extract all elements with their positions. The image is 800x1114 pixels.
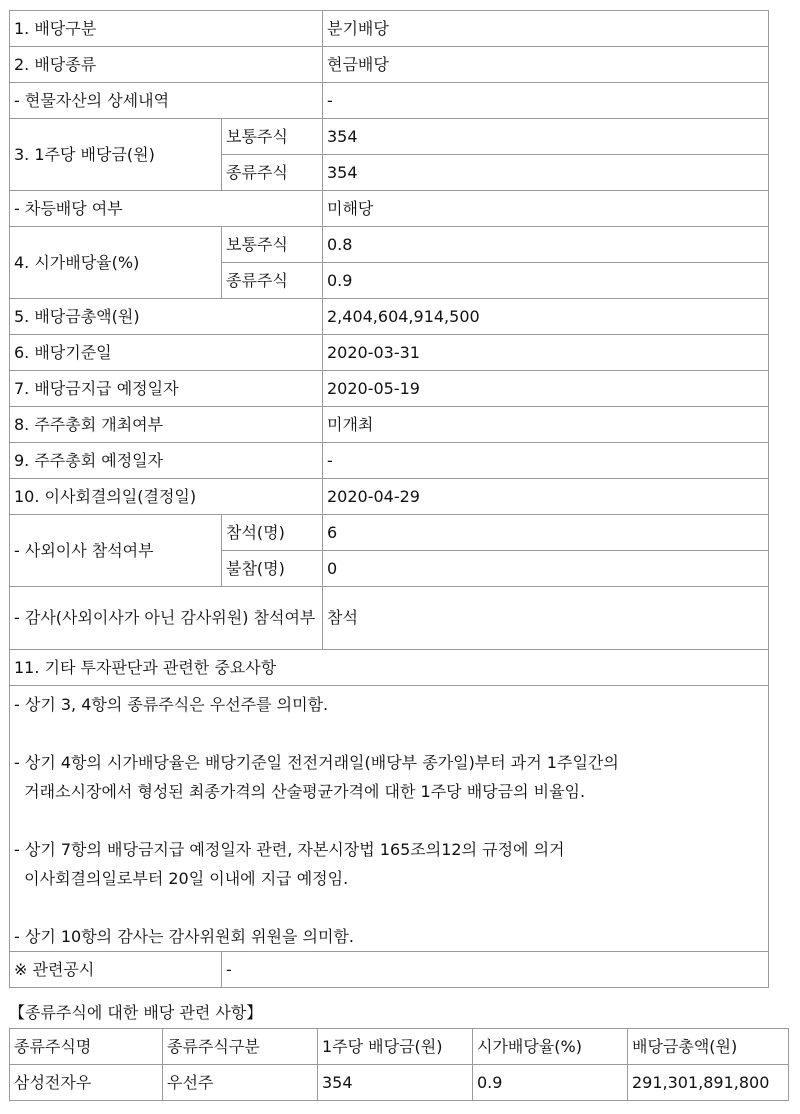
row-value: 미해당 (323, 191, 769, 227)
row-value: 2,404,604,914,500 (323, 299, 769, 335)
row-label: ※ 관련공시 (10, 952, 222, 988)
table-row (10, 515, 769, 551)
column-header: 1주당 배당금(원) (318, 1029, 473, 1065)
row-label: 8. 주주총회 개최여부 (10, 407, 323, 443)
table-row (10, 587, 769, 650)
table-cell: 삼성전자우 (10, 1065, 163, 1101)
row-value: 2020-03-31 (323, 335, 769, 371)
row-label: - 차등배당 여부 (10, 191, 323, 227)
table-row (10, 479, 769, 515)
row-label: 10. 이사회결의일(결정일) (10, 479, 323, 515)
table-cell: 0.9 (473, 1065, 628, 1101)
row-label: 5. 배당금총액(원) (10, 299, 323, 335)
row-label: 1. 배당구분 (10, 11, 323, 47)
table-header-row (10, 1029, 789, 1065)
row-value: 참석 (323, 587, 769, 650)
row-value: 354 (323, 155, 769, 191)
table-row (10, 335, 769, 371)
table-row (10, 299, 769, 335)
column-header: 종류주식구분 (163, 1029, 318, 1065)
sub-label: 불참(명) (222, 551, 323, 587)
table-row (10, 11, 769, 47)
sub-label: 보통주식 (222, 119, 323, 155)
row-value: 0.9 (323, 263, 769, 299)
table-row (10, 443, 769, 479)
row-value: 미개최 (323, 407, 769, 443)
preferred-stock-table (9, 1028, 789, 1101)
row-value: 6 (323, 515, 769, 551)
table-row (10, 407, 769, 443)
row-value: 2020-05-19 (323, 371, 769, 407)
table-row (10, 686, 769, 952)
column-header: 배당금총액(원) (628, 1029, 789, 1065)
sub-label: 종류주식 (222, 155, 323, 191)
row-label: 11. 기타 투자판단과 관련한 중요사항 (10, 650, 769, 686)
row-value: - (323, 443, 769, 479)
row-label: - 사외이사 참석여부 (10, 515, 222, 587)
dividend-disclosure-table (9, 10, 769, 988)
section-title: 【종류주식에 대한 배당 관련 사항】 (9, 1003, 263, 1022)
table-row (10, 119, 769, 155)
table-row (10, 83, 769, 119)
notes-text: - 상기 3, 4항의 종류주식은 우선주를 의미함. - 상기 4항의 시가배당율은 배당기준일 전전거래일(배당부 종가일)부터 과거 1주일간의 거래소시장에서 형성된 최종가격의 산술평균가격에 대한 1주당 배당금의 비율임. - 상기 7항의 배당금지급 예정일자 관련, 자본시장법 165조의12의 규정에 의거 이사회결의일로부터 20일 이내에 지급 예정임. - 상기 10항의 감사는 감사위원회 위원을 의미함. (10, 686, 769, 952)
table-cell: 354 (318, 1065, 473, 1101)
sub-label: 참석(명) (222, 515, 323, 551)
row-label: 2. 배당종류 (10, 47, 323, 83)
row-value: 0.8 (323, 227, 769, 263)
row-value: 분기배당 (323, 11, 769, 47)
row-label: 7. 배당금지급 예정일자 (10, 371, 323, 407)
table-cell: 우선주 (163, 1065, 318, 1101)
row-label: 6. 배당기준일 (10, 335, 323, 371)
table-row (10, 371, 769, 407)
column-header: 시가배당율(%) (473, 1029, 628, 1065)
row-value: 0 (323, 551, 769, 587)
table-row (10, 227, 769, 263)
row-label: 3. 1주당 배당금(원) (10, 119, 222, 191)
row-value: 354 (323, 119, 769, 155)
row-value: 현금배당 (323, 47, 769, 83)
table-row (10, 191, 769, 227)
row-value: - (222, 952, 769, 988)
sub-label: 보통주식 (222, 227, 323, 263)
row-label: - 감사(사외이사가 아닌 감사위원) 참석여부 (10, 587, 323, 650)
row-label: 4. 시가배당율(%) (10, 227, 222, 299)
table-row (10, 952, 769, 988)
row-label: 9. 주주총회 예정일자 (10, 443, 323, 479)
sub-label: 종류주식 (222, 263, 323, 299)
row-value: - (323, 83, 769, 119)
table-cell: 291,301,891,800 (628, 1065, 789, 1101)
row-label: - 현물자산의 상세내역 (10, 83, 323, 119)
table-row (10, 1065, 789, 1101)
column-header: 종류주식명 (10, 1029, 163, 1065)
table-row (10, 650, 769, 686)
table-row (10, 47, 769, 83)
row-value: 2020-04-29 (323, 479, 769, 515)
